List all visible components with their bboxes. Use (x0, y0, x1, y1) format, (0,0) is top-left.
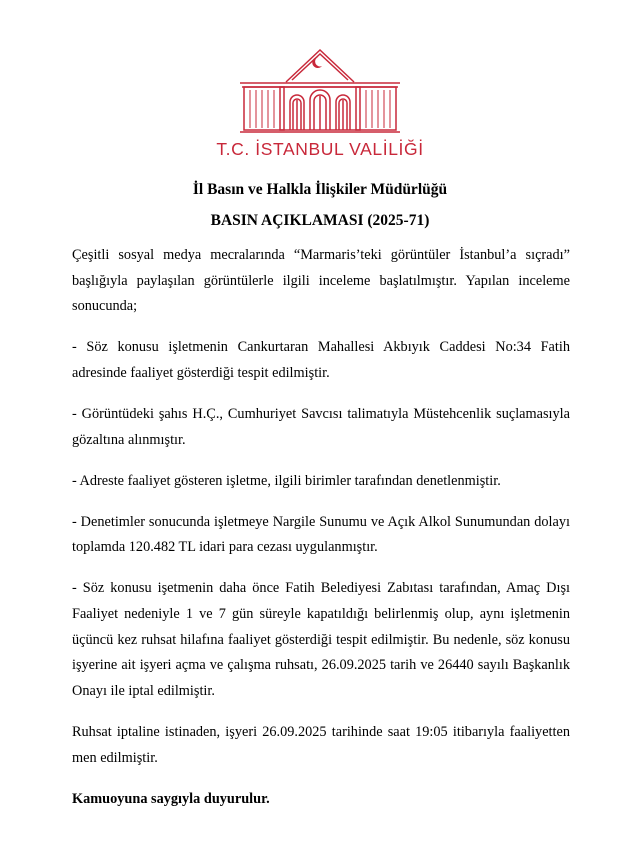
finding-item-5: - Söz konusu işetmenin daha önce Fatih Belediyesi Zabıtası tarafından, Amaç Dışı Faaliyet nedeniyle 1 ve 7 gün süreyle kapatıldığı belirlenmiş olup, aynı işletmenin üçüncü kez ruhsat hilafına faaliyet gösterdiği tespit edilmiştir. Bu nedenle, söz konusu işyerine ait işyeri açma ve çalışma ruhsatı, 26.09.2025 tarih ve 26440 sayılı Başkanlık Onayı ile iptal edilmiştir. (72, 580, 570, 699)
department-heading: İl Basın ve Halkla İlişkiler Müdürlüğü (192, 181, 448, 198)
conclusion-paragraph: Ruhsat iptaline istinaden, işyeri 26.09.2025 tarihinde saat 19:05 itibarıyla faaliyetten men edilmiştir. (72, 723, 570, 766)
closing-statement: Kamuoyuna saygıyla duyurulur. (72, 790, 270, 807)
finding-item-3: - Adreste faaliyet gösteren işletme, ilgili birimler tarafından denetlenmiştir. (72, 472, 501, 489)
istanbul-governorship-building-logo (240, 46, 400, 134)
logo-text: T.C. İSTANBUL VALİLİĞİ (216, 139, 424, 159)
release-body (72, 243, 570, 828)
release-title: BASIN AÇIKLAMASI (2025-71) (210, 212, 430, 229)
intro-paragraph: Çeşitli sosyal medya mecralarında “Marmaris’teki görüntüler İstanbul’a sıçradı” başlığıyla paylaşılan görüntülerle ilgili inceleme başlatılmıştır. Yapılan inceleme sonucunda; (72, 247, 570, 315)
finding-item-2: - Görüntüdeki şahıs H.Ç., Cumhuriyet Savcısı talimatıyla Müstehcenlik suçlamasıyla gözaltına alınmıştır. (72, 405, 570, 448)
finding-item-4: - Denetimler sonucunda işletmeye Nargile Sunumu ve Açık Alkol Sunumundan dolayı toplamda 120.482 TL idari para cezası uygulanmıştır. (72, 513, 570, 556)
finding-item-1: - Söz konusu işletmenin Cankurtaran Mahallesi Akbıyık Caddesi No:34 Fatih adresinde faaliyet gösterdiği tespit edilmiştir. (72, 339, 570, 381)
